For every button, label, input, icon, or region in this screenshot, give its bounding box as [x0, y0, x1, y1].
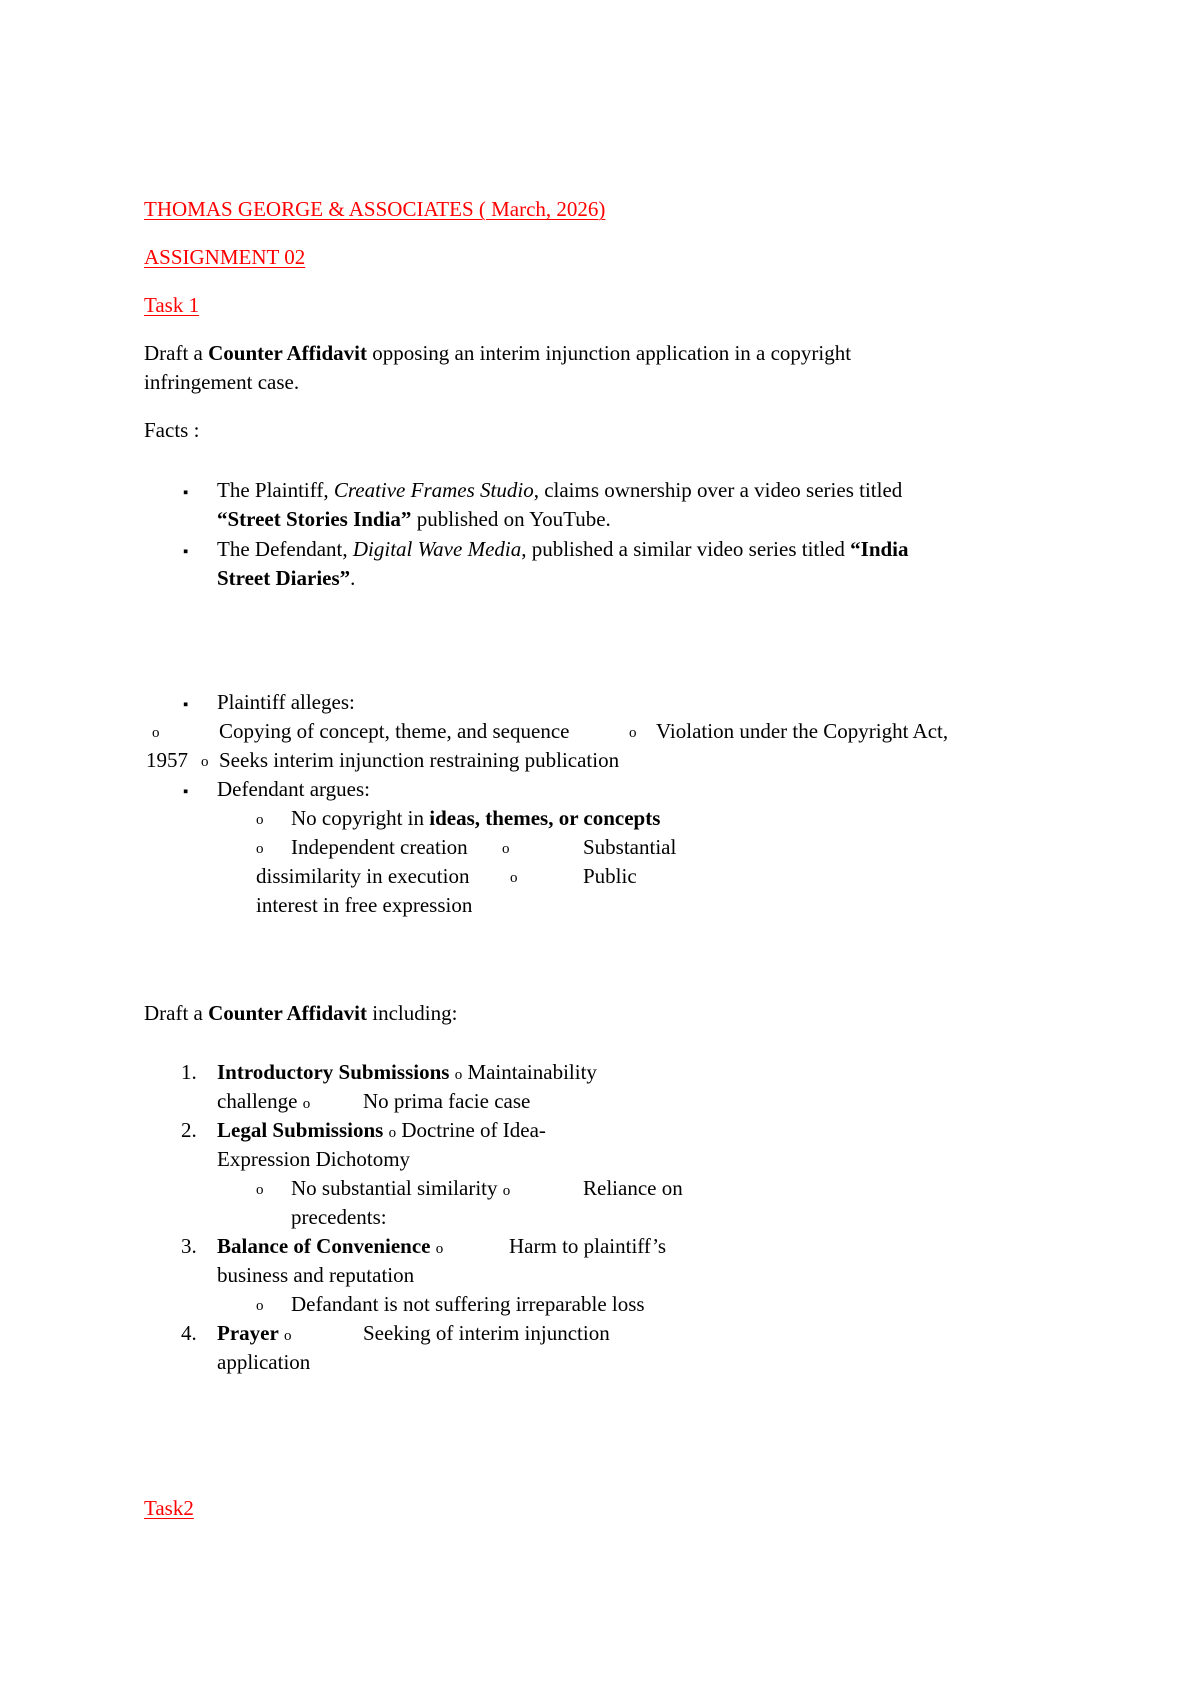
square-bullet-icon: ▪: [183, 697, 189, 713]
intro-line-1: [144, 339, 851, 368]
square-bullet-icon: ▪: [183, 485, 189, 501]
defendant-arg-3b: dissimilarity in execution: [256, 864, 470, 888]
fact-text: The Plaintiff,: [217, 478, 334, 502]
circle-bullet-icon: o: [435, 1241, 444, 1257]
circle-bullet-icon: o: [256, 841, 264, 857]
fact-text: .: [350, 566, 356, 590]
item-3-number: 3.: [181, 1234, 197, 1258]
circle-bullet-icon: o: [629, 725, 637, 741]
draft-instruction: [144, 999, 457, 1028]
square-bullet-icon: ▪: [183, 784, 189, 800]
item-2-number: 2.: [181, 1118, 197, 1142]
defendant-arg-2: Independent creation: [291, 835, 468, 859]
circle-bullet-icon: o: [256, 1298, 264, 1314]
circle-bullet-icon: o: [284, 1328, 292, 1344]
item-heading: Introductory Submissions: [217, 1060, 450, 1084]
plaintiff-claim-2: Violation under the Copyright Act,: [656, 719, 949, 743]
item-4-sub: Seeking of interim injunction: [363, 1321, 610, 1345]
plaintiff-name: Creative Frames Studio: [333, 478, 534, 502]
item-1-line-2: [217, 1087, 310, 1119]
series-title: “India: [850, 537, 909, 561]
item-2-sub-2-cont: precedents:: [291, 1205, 387, 1229]
series-title: “Street Stories India”: [217, 507, 412, 531]
defendant-arg-1: [291, 804, 660, 833]
argument-bold: ideas, themes, or concepts: [429, 806, 661, 830]
item-heading: Balance of Convenience: [217, 1234, 431, 1258]
square-bullet-icon: ▪: [183, 544, 189, 560]
item-1-sub: No prima facie case: [363, 1089, 531, 1113]
defendant-name: Digital Wave Media: [352, 537, 522, 561]
fact-1-line-2: [217, 505, 611, 534]
fact-text: The Defendant,: [217, 537, 353, 561]
draft-text-post: including:: [367, 1001, 458, 1025]
item-2-line-1: [217, 1116, 546, 1148]
draft-bold: Counter Affidavit: [208, 1001, 368, 1025]
facts-label: Facts :: [144, 418, 200, 442]
fact-text: published on YouTube.: [411, 507, 611, 531]
item-1-number: 1.: [181, 1060, 197, 1084]
item-1-line-1: [217, 1058, 597, 1090]
plaintiff-alleges-label: Plaintiff alleges:: [217, 690, 355, 714]
circle-bullet-icon: o: [256, 1182, 264, 1198]
fact-1-line-1: [217, 476, 902, 505]
defendant-arg-3a: Substantial: [583, 835, 677, 859]
fact-2-line-1: [217, 535, 909, 564]
circle-bullet-icon: o: [454, 1067, 463, 1083]
item-text: Maintainability: [467, 1060, 597, 1084]
circle-bullet-icon: o: [256, 812, 264, 828]
task1-heading: Task 1: [144, 293, 200, 317]
assignment-heading: ASSIGNMENT 02: [144, 245, 306, 269]
item-3-sub-2: Defandant is not suffering irreparable loss: [291, 1292, 645, 1316]
item-heading: Legal Submissions: [217, 1118, 384, 1142]
intro-text-post: opposing an interim injunction application in a copyright: [367, 341, 852, 365]
plaintiff-claim-3: Seeks interim injunction restraining publication: [219, 748, 620, 772]
item-2-line-2: Expression Dichotomy: [217, 1147, 411, 1171]
item-4-line-1: [217, 1319, 292, 1351]
item-4-line-2: application: [217, 1350, 311, 1374]
item-text: No substantial similarity: [291, 1176, 498, 1200]
circle-bullet-icon: o: [302, 1096, 311, 1112]
task2-heading: Task2: [144, 1496, 194, 1520]
circle-bullet-icon: o: [152, 725, 160, 741]
intro-text: Draft a: [144, 341, 209, 365]
item-3-line-1: [217, 1232, 443, 1264]
item-3-sub-1: Harm to plaintiff’s: [509, 1234, 667, 1258]
item-2-sub-1: [291, 1174, 510, 1206]
defendant-arg-4a: Public: [583, 864, 637, 888]
circle-bullet-icon: o: [388, 1125, 397, 1141]
plaintiff-claim-2-cont: 1957: [146, 748, 188, 772]
circle-bullet-icon: o: [510, 870, 518, 886]
defendant-argues-label: Defendant argues:: [217, 777, 370, 801]
draft-text: Draft a: [144, 1001, 209, 1025]
item-text: challenge: [217, 1089, 298, 1113]
item-3-line-2: business and reputation: [217, 1263, 415, 1287]
defendant-arg-4b: interest in free expression: [256, 893, 473, 917]
circle-bullet-icon: o: [502, 841, 510, 857]
item-2-sub-2: Reliance on: [583, 1176, 683, 1200]
item-text: Doctrine of Idea-: [401, 1118, 546, 1142]
item-4-number: 4.: [181, 1321, 197, 1345]
item-heading: Prayer: [217, 1321, 279, 1345]
firm-title: THOMAS GEORGE & ASSOCIATES ( March, 2026): [144, 197, 606, 221]
series-title: Street Diaries”: [217, 566, 351, 590]
fact-text: , published a similar video series titled: [521, 537, 851, 561]
intro-line-2: infringement case.: [144, 370, 300, 394]
circle-bullet-icon: o: [201, 754, 209, 770]
circle-bullet-icon: o: [502, 1183, 511, 1199]
argument-text: No copyright in: [291, 806, 430, 830]
intro-bold: Counter Affidavit: [208, 341, 368, 365]
plaintiff-claim-1: Copying of concept, theme, and sequence: [219, 719, 570, 743]
fact-text: , claims ownership over a video series titled: [533, 478, 903, 502]
fact-2-line-2: [217, 564, 355, 593]
